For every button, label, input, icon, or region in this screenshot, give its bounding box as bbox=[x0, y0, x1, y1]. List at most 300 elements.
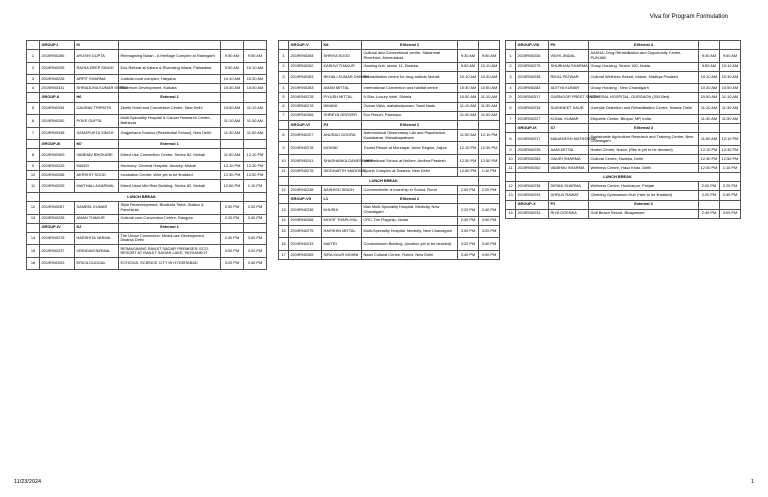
time-to: 11:50 AM bbox=[720, 115, 741, 124]
serial-number: 7 bbox=[279, 111, 289, 120]
group-label: GROUP-I bbox=[40, 41, 75, 50]
footer-page-number: 1 bbox=[750, 479, 754, 485]
time-blank-cell bbox=[221, 41, 244, 50]
time-to: 1:10 PM bbox=[720, 164, 741, 173]
roll-number: 2019RN0294 bbox=[516, 191, 549, 200]
student-row bbox=[506, 93, 741, 102]
roll-number: 2019RN0266 bbox=[40, 50, 75, 63]
roll-number: 2019RN0278 bbox=[289, 142, 322, 155]
time-to: 2:20 PM bbox=[720, 182, 741, 191]
roll-number: 2019RN0276 bbox=[40, 232, 75, 245]
time-blank-cell bbox=[720, 173, 741, 182]
student-name: SIRA KAUR MOHNI bbox=[322, 250, 362, 259]
time-from: 10:50 AM bbox=[221, 102, 244, 115]
group-header-row bbox=[27, 93, 267, 102]
time-blank-cell bbox=[221, 140, 244, 149]
project-topic: CRC-The Flagship, Noida bbox=[362, 216, 458, 225]
project-topic: Wellness Centre, Hoshiarpur, Punjab bbox=[589, 182, 699, 191]
time-to: 10:50 AM bbox=[720, 84, 741, 93]
group-label: GROUP-VI bbox=[289, 120, 322, 129]
roll-number: 2019RN0238 bbox=[516, 182, 549, 191]
time-from: 3:20 PM bbox=[458, 238, 479, 251]
time-from: 2:40 PM bbox=[221, 232, 244, 245]
serial-number: 15 bbox=[27, 245, 40, 258]
time-to: 12:50 PM bbox=[479, 155, 500, 168]
project-topic: ECHOVIA: SCIENCE CITY IN HYDERABAD bbox=[119, 257, 221, 270]
project-topic: Communitville: a township in Sohna, Rural bbox=[362, 185, 458, 194]
student-row bbox=[27, 201, 267, 214]
serial-number: 1 bbox=[506, 50, 516, 63]
time-to: 12:30 PM bbox=[479, 142, 500, 155]
student-name: PIYUSH MITTAL bbox=[322, 93, 362, 102]
project-topic: Tourist Resort at Moreaqar: Amer Region, Jaipur bbox=[362, 142, 458, 155]
student-row bbox=[506, 115, 741, 124]
time-from: 12:50 PM bbox=[221, 180, 244, 193]
sn-blank-cell bbox=[27, 93, 40, 102]
time-to: 2:40 PM bbox=[479, 204, 500, 217]
student-name: RIKAL PATWAR bbox=[549, 71, 589, 84]
serial-number: 5 bbox=[506, 93, 516, 102]
project-topic: Naari Cultural Centre, Rohini, New Delhi bbox=[362, 250, 458, 259]
project-topic: GENERAL HOSPITAL, GURGAON (300 Bed) bbox=[589, 93, 699, 102]
time-from: 10:10 AM bbox=[458, 71, 479, 84]
time-to: 1:10 PM bbox=[479, 167, 500, 176]
time-from: 9:50 AM bbox=[221, 50, 244, 63]
roll-number: 2019RN0262 bbox=[516, 164, 549, 173]
student-name: KASHVI THAKUR bbox=[322, 62, 362, 71]
roll-number: 2019RN0292 bbox=[40, 115, 75, 128]
time-to: 10:10 AM bbox=[720, 62, 741, 71]
time-to: 9:50 AM bbox=[720, 50, 741, 63]
serial-number: 11 bbox=[27, 180, 40, 193]
time-to: 4:00 PM bbox=[479, 250, 500, 259]
time-from: 9:50 AM bbox=[221, 62, 244, 75]
lunch-break-label: LUNCH BREAK bbox=[289, 176, 479, 185]
student-name: GAURI SHARMA bbox=[549, 155, 589, 164]
time-to: 2:20 PM bbox=[479, 185, 500, 194]
project-topic: Group Housing, Sector 150, Noida bbox=[589, 62, 699, 71]
sn-blank-cell bbox=[27, 140, 40, 149]
time-to: 12:10 PM bbox=[244, 149, 267, 162]
group-header-row bbox=[506, 41, 741, 50]
student-row bbox=[279, 71, 500, 84]
student-row bbox=[506, 182, 741, 191]
student-name: AMAN MITTAL bbox=[322, 84, 362, 93]
group-label: GROUP-VII bbox=[289, 194, 322, 203]
student-name: SHREYA GROVER bbox=[322, 111, 362, 120]
student-name: KUNAL KUMAR bbox=[549, 115, 589, 124]
time-blank-cell bbox=[458, 120, 479, 129]
time-from: 12:30 PM bbox=[699, 155, 720, 164]
student-row bbox=[506, 133, 741, 146]
project-topic: Juvenile Detention and Rehabilitation Centre, Narela, Delhi bbox=[589, 102, 699, 115]
serial-number: 5 bbox=[279, 93, 289, 102]
serial-number: 4 bbox=[279, 84, 289, 93]
time-from: 2:40 PM bbox=[458, 216, 479, 225]
group-header-row bbox=[506, 124, 741, 133]
lunch-break-row bbox=[506, 173, 741, 182]
roll-number: 2019RN0241 bbox=[289, 155, 322, 168]
student-row bbox=[279, 225, 500, 238]
student-row bbox=[506, 145, 741, 154]
sn-blank-cell bbox=[27, 192, 40, 201]
group-code: P2 bbox=[549, 200, 589, 209]
serial-number: 7 bbox=[506, 115, 516, 124]
time-from: 10:50 AM bbox=[458, 93, 479, 102]
student-row bbox=[27, 115, 267, 128]
roll-number: 2019RN0227 bbox=[289, 129, 322, 142]
project-topic: Max Multi-Speciality Hospital, Medicity, New Chandigarh bbox=[362, 204, 458, 217]
student-name: POKE GUPTA bbox=[75, 115, 119, 128]
roll-number: 2019RN0311 bbox=[40, 84, 75, 93]
time-from: 11:30 AM bbox=[699, 115, 720, 124]
lunch-break-label: LUNCH BREAK bbox=[40, 192, 244, 201]
serial-number: 6 bbox=[27, 115, 40, 128]
student-name: AKRSHIT SOOD bbox=[75, 171, 119, 180]
student-row bbox=[27, 171, 267, 180]
project-topic: REIMAGINING RANJIT SAGAR PREMISES: ECO-RESORT AT RANJIT SAGAR LAKE, PATHANKOT bbox=[119, 245, 221, 258]
roll-number: 2019RN0278 bbox=[289, 167, 322, 176]
time-to: 9:50 AM bbox=[244, 50, 267, 63]
student-row bbox=[506, 191, 741, 200]
group-code: H6 bbox=[75, 93, 119, 102]
time-from: 12:30 PM bbox=[221, 171, 244, 180]
time-from: 11:10 AM bbox=[458, 102, 479, 111]
roll-number: 2019RN0217 bbox=[516, 133, 549, 146]
project-topic: AASHA: Drug Rehabilitation and Opportunity Centre, PUNJAB bbox=[589, 50, 699, 63]
student-name: RAHULDEEP SINGH bbox=[75, 62, 119, 75]
serial-number: 10 bbox=[506, 155, 516, 164]
group-header-row bbox=[27, 223, 267, 232]
external-examiner: EXternal 2 bbox=[362, 41, 458, 50]
time-to: 12:10 PM bbox=[479, 129, 500, 142]
time-to: 12:10 PM bbox=[720, 133, 741, 146]
schedule-table-2 bbox=[278, 40, 500, 260]
time-to: 11:10 AM bbox=[479, 93, 500, 102]
serial-number: 9 bbox=[27, 162, 40, 171]
time-to: 3:20 PM bbox=[479, 225, 500, 238]
serial-number: 15 bbox=[279, 225, 289, 238]
sn-blank-cell bbox=[279, 194, 289, 203]
roll-number: 2019RN0283 bbox=[516, 84, 549, 93]
external-examiner: EXternal 2 bbox=[362, 120, 458, 129]
time-to: 10:50 AM bbox=[244, 84, 267, 93]
time-to: 3:00 PM bbox=[244, 232, 267, 245]
time-to: 2:40 PM bbox=[720, 191, 741, 200]
time-to: 3:00 PM bbox=[720, 209, 741, 218]
student-name: MOHIT THAPLIYAL bbox=[322, 216, 362, 225]
time-from: 9:50 AM bbox=[458, 62, 479, 71]
student-row bbox=[279, 155, 500, 168]
group-label: GROUP-III bbox=[40, 140, 75, 149]
project-topic: Rehabilitation centre for drug addicts Mohali bbox=[362, 71, 458, 84]
serial-number: 14 bbox=[27, 232, 40, 245]
roll-number: 2019RN0275 bbox=[289, 225, 322, 238]
serial-number: 11 bbox=[506, 164, 516, 173]
project-topic: Gaming hub, sector 11, Dwarka bbox=[362, 62, 458, 71]
serial-number: 4 bbox=[506, 84, 516, 93]
external-examiner: EXternal 3 bbox=[589, 41, 699, 50]
roll-number: 2019RN0278 bbox=[289, 93, 322, 102]
serial-number: 10 bbox=[27, 171, 40, 180]
roll-number: 2019RN0283 bbox=[289, 71, 322, 84]
student-name: VAIBHAV SHARMA bbox=[549, 164, 589, 173]
project-topic: Judicial court complex, Haryana bbox=[119, 75, 221, 84]
serial-number: 14 bbox=[506, 209, 516, 218]
student-name: ANURAG DOGRA bbox=[322, 129, 362, 142]
group-label: GROUP-VIII bbox=[516, 41, 549, 50]
time-from: 11:30 AM bbox=[458, 111, 479, 120]
serial-number: 1 bbox=[27, 50, 40, 63]
student-name: SUKHNEET KAUR bbox=[549, 102, 589, 115]
serial-number: 12 bbox=[279, 185, 289, 194]
serial-number: 9 bbox=[506, 145, 516, 154]
time-from: 11:10 AM bbox=[221, 115, 244, 128]
student-row bbox=[27, 102, 267, 115]
external-examiner: External 1 bbox=[119, 223, 221, 232]
serial-number: 10 bbox=[279, 155, 289, 168]
time-blank-cell bbox=[221, 223, 244, 232]
roll-number: 2019RN0283 bbox=[289, 84, 322, 93]
serial-number: 16 bbox=[27, 257, 40, 270]
student-name: AYUSHI GUPTA bbox=[75, 50, 119, 63]
serial-number: 13 bbox=[506, 191, 516, 200]
time-from: 3:20 PM bbox=[221, 257, 244, 270]
time-blank-cell bbox=[699, 41, 720, 50]
serial-number: 2 bbox=[27, 62, 40, 75]
student-name: MAITRI bbox=[322, 238, 362, 251]
serial-number: 13 bbox=[27, 214, 40, 223]
student-row bbox=[279, 50, 500, 63]
project-topic: Hostel Centre, Noida, (Site is yet to be decided) bbox=[589, 145, 699, 154]
time-to: 11:50 AM bbox=[244, 127, 267, 140]
time-from: 10:30 AM bbox=[221, 84, 244, 93]
roll-number: 2019RN0235 bbox=[516, 145, 549, 154]
project-topic: International School at Nellore, Andhra Pradesh bbox=[362, 155, 458, 168]
time-to: 12:30 PM bbox=[720, 145, 741, 154]
time-to: 10:30 AM bbox=[244, 75, 267, 84]
external-examiner: EXternal 3 bbox=[589, 124, 699, 133]
student-row bbox=[27, 127, 267, 140]
time-blank-cell bbox=[244, 140, 267, 149]
project-topic: Jhajjarhana Gurukul (Residential School), New Delhi bbox=[119, 127, 221, 140]
serial-number: 6 bbox=[506, 102, 516, 115]
sn-blank-cell bbox=[506, 41, 516, 50]
external-examiner: External 1 bbox=[119, 140, 221, 149]
time-to: 11:30 AM bbox=[244, 115, 267, 128]
project-topic: Astronomical Observatory Lab and Planetarium, Kodaikanal, Vishakhapatnam bbox=[362, 129, 458, 142]
roll-number: 2019RN0338 bbox=[40, 127, 75, 140]
external-examiner: EXternal 2 bbox=[362, 194, 458, 203]
project-topic: Etiquette Center, Bhopal, MP, India bbox=[589, 115, 699, 124]
roll-number: 2019RN0267 bbox=[40, 201, 75, 214]
time-from: 10:50 AM bbox=[699, 93, 720, 102]
group-header-row bbox=[279, 194, 500, 203]
roll-number: 2019RN0284 bbox=[289, 50, 322, 63]
student-name: VIDHI JINDAL bbox=[549, 50, 589, 63]
serial-number: 3 bbox=[279, 71, 289, 84]
roll-number: 2019RN0228 bbox=[40, 75, 75, 84]
roll-number: 2019RN0237 bbox=[40, 245, 75, 258]
roll-number: 2019RN0265 bbox=[289, 111, 322, 120]
time-to: 3:20 PM bbox=[244, 245, 267, 258]
time-to: 12:30 PM bbox=[244, 162, 267, 171]
time-blank-cell bbox=[479, 194, 500, 203]
roll-number: 2019RN0234 bbox=[516, 102, 549, 115]
project-topic: Cultural Centre, Dwarka, Delhi bbox=[589, 155, 699, 164]
serial-number: 3 bbox=[27, 75, 40, 84]
lunch-break-row bbox=[279, 176, 500, 185]
project-topic: Mixed Use Convention Centre, Sector 82, Mohali bbox=[119, 149, 221, 162]
student-name: GAURAV TRIPATHI bbox=[75, 102, 119, 115]
serial-number: 12 bbox=[506, 182, 516, 191]
time-from: 2:00 PM bbox=[699, 182, 720, 191]
sn-blank-cell bbox=[27, 41, 40, 50]
roll-number: 2019RN0238 bbox=[289, 185, 322, 194]
serial-number: 4 bbox=[27, 84, 40, 93]
project-topic: Cultural and Conventional centre, Sabarmati Riverfront, Ahmedabad bbox=[362, 50, 458, 63]
time-blank-cell bbox=[244, 223, 267, 232]
time-to: 2:20 PM bbox=[244, 201, 267, 214]
project-topic: The Urban Connection: Mixed-use Development, Dwarka Delhi bbox=[119, 232, 221, 245]
schedule-table-3 bbox=[505, 40, 741, 219]
student-name: SAMEEL KUMAR bbox=[75, 201, 119, 214]
student-row bbox=[27, 84, 267, 93]
student-name: AASHISH SINGH bbox=[322, 185, 362, 194]
project-topic: Incubation Centre: Wire yet to be finalized bbox=[119, 171, 221, 180]
group-label: GROUP-II bbox=[40, 93, 75, 102]
time-to: 9:50 AM bbox=[479, 50, 500, 63]
time-from: 2:20 PM bbox=[458, 204, 479, 217]
time-blank-cell bbox=[479, 120, 500, 129]
time-from: 12:10 PM bbox=[221, 162, 244, 171]
group-code: I0 bbox=[75, 41, 119, 50]
time-from: 12:50 PM bbox=[699, 164, 720, 173]
time-to: 2:40 PM bbox=[244, 214, 267, 223]
group-code: S7 bbox=[549, 124, 589, 133]
serial-number: 16 bbox=[279, 238, 289, 251]
student-row bbox=[279, 129, 500, 142]
project-topic: Harmony: General Hospital- Amarky, Mohali bbox=[119, 162, 221, 171]
time-from: 2:20 PM bbox=[699, 191, 720, 200]
student-row bbox=[279, 84, 500, 93]
time-from: 9:50 AM bbox=[699, 62, 720, 71]
time-blank-cell bbox=[479, 41, 500, 50]
time-to: 11:30 AM bbox=[479, 102, 500, 111]
time-from: 2:40 PM bbox=[699, 209, 720, 218]
student-row bbox=[27, 214, 267, 223]
group-header-row bbox=[279, 41, 500, 50]
student-name: SHASHANKA DANESHWER bbox=[322, 155, 362, 168]
student-row bbox=[27, 245, 267, 258]
student-row bbox=[279, 142, 500, 155]
serial-number: 7 bbox=[27, 127, 40, 140]
serial-number: 14 bbox=[279, 216, 289, 225]
time-from: 12:10 PM bbox=[458, 142, 479, 155]
student-name: HARSHIN MITTAL bbox=[322, 225, 362, 238]
time-to: 10:10 AM bbox=[244, 62, 267, 75]
time-from: 11:50 AM bbox=[699, 133, 720, 146]
serial-number: 13 bbox=[279, 204, 289, 217]
student-row bbox=[27, 162, 267, 171]
sn-blank-cell bbox=[279, 120, 289, 129]
lunch-break-row bbox=[27, 192, 267, 201]
time-from: 12:10 PM bbox=[699, 145, 720, 154]
student-name: KHUSHI bbox=[322, 204, 362, 217]
external-examiner: External 3 bbox=[589, 200, 699, 209]
student-name: MOHINI bbox=[322, 142, 362, 155]
student-row bbox=[506, 62, 741, 71]
serial-number: 3 bbox=[506, 71, 516, 84]
serial-number: 11 bbox=[279, 167, 289, 176]
time-from: 2:00 PM bbox=[221, 201, 244, 214]
roll-number: 2019RN0262 bbox=[289, 62, 322, 71]
group-code: P6 bbox=[549, 41, 589, 50]
group-header-row bbox=[27, 140, 267, 149]
project-topic: Reimagining Notan - A Heritage Complex at Rabingarh bbox=[119, 50, 221, 63]
roll-number: 2019RN0300 bbox=[40, 149, 75, 162]
roll-number: 2019RN0294 bbox=[40, 102, 75, 115]
student-name: SHRIYA SOOD bbox=[322, 50, 362, 63]
time-to: 11:30 AM bbox=[720, 102, 741, 115]
time-to: 11:50 AM bbox=[479, 111, 500, 120]
student-row bbox=[279, 102, 500, 111]
time-blank-cell bbox=[479, 176, 500, 185]
roll-number: 2019RN0227 bbox=[516, 115, 549, 124]
footer-date: 11/23/2024 bbox=[14, 479, 42, 485]
time-to: 3:40 PM bbox=[244, 257, 267, 270]
time-from: 11:50 AM bbox=[458, 129, 479, 142]
time-to: 11:10 AM bbox=[244, 102, 267, 115]
group-code: P3 bbox=[322, 120, 362, 129]
external-examiner bbox=[119, 41, 221, 50]
time-to: 11:10 AM bbox=[720, 93, 741, 102]
student-row bbox=[506, 71, 741, 84]
student-row bbox=[279, 93, 500, 102]
sn-blank-cell bbox=[506, 124, 516, 133]
student-row bbox=[279, 204, 500, 217]
time-from: 10:30 AM bbox=[699, 84, 720, 93]
project-topic: Multi-Speciality Hospital & Cancer Research Centre, Bathinda bbox=[119, 115, 221, 128]
group-code: L1 bbox=[322, 194, 362, 203]
group-header-row bbox=[506, 200, 741, 209]
project-topic: Riverfront Development, Kolkata bbox=[119, 84, 221, 93]
student-name: AANI MITTAL bbox=[549, 145, 589, 154]
student-name: ERICA DUGGAL bbox=[75, 257, 119, 270]
group-header-row bbox=[279, 120, 500, 129]
student-name: MAHADESH MATHOUSIA bbox=[549, 133, 589, 146]
roll-number: 2019RN0228 bbox=[40, 214, 75, 223]
serial-number: 17 bbox=[279, 250, 289, 259]
group-label: GROUP-V bbox=[289, 41, 322, 50]
serial-number: 2 bbox=[506, 62, 516, 71]
sn-blank-cell bbox=[27, 223, 40, 232]
student-name: HARSHITA VARMA bbox=[75, 232, 119, 245]
roll-number: 2019RN0295 bbox=[40, 62, 75, 75]
project-topic: Zenith Hotel and Convention Centre, New Delhi bbox=[119, 102, 221, 115]
time-blank-cell bbox=[221, 93, 244, 102]
time-blank-cell bbox=[720, 41, 741, 50]
time-to: 10:10 AM bbox=[479, 62, 500, 71]
student-row bbox=[506, 155, 741, 164]
student-row bbox=[279, 216, 500, 225]
student-row bbox=[279, 167, 500, 176]
student-name: VRINDAM NIRMAL bbox=[75, 245, 119, 258]
project-topic: Eco Resort, Palampur bbox=[362, 111, 458, 120]
project-topic: Golf Beach Resort, Bhagamore bbox=[589, 209, 699, 218]
serial-number: 12 bbox=[27, 201, 40, 214]
project-topic: International Convention and habitat centre bbox=[362, 84, 458, 93]
